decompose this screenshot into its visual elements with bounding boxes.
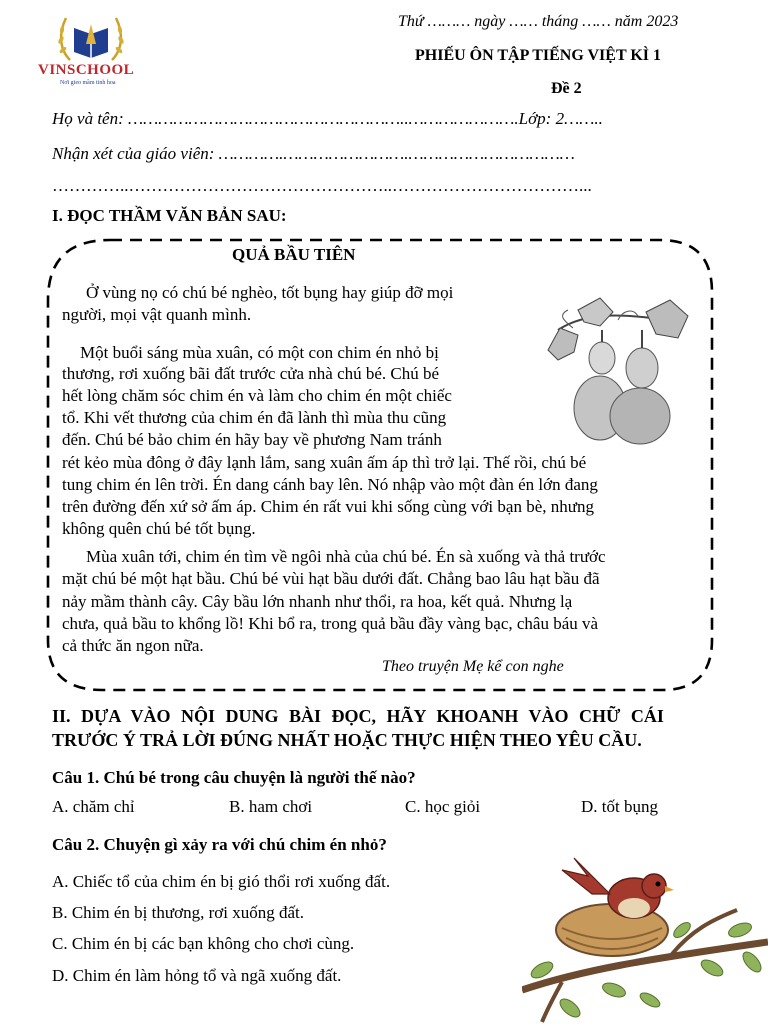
teacher-comment-line: Nhận xét của giáo viên: ………….…………………….…………………………… (52, 144, 575, 163)
story-line: trên đường đến xứ sở ấm áp. Chim én rất vui khi sống cùng với bạn bè, nhưng (62, 497, 594, 516)
student-name-line: Họ và tên: ………………………………………………..………………….Lớp: 2…….. (52, 109, 603, 128)
story-line: người, mọi vật quanh mình. (62, 305, 252, 324)
date-line: Thứ ……… ngày …… tháng …… năm 2023 (398, 13, 679, 30)
q1-option-a[interactable]: A. chăm chỉ (52, 797, 135, 816)
story-line: nảy mầm thành cây. Cây bầu lớn nhanh như thổi, ra hoa, kết quả. Nhưng lạ (62, 592, 573, 611)
story-line: tung chim én lên trời. Én dang cánh bay lên. Nó nhập vào một đàn én lớn đang (62, 475, 598, 494)
page-title: PHIẾU ÔN TẬP TIẾNG VIỆT KÌ 1 (415, 47, 661, 64)
story-line: đến. Chú bé bảo chim én hãy bay về phương Nam tránh (62, 430, 442, 449)
story-line: hết lòng chăm sóc chim én và làm cho chim én một chiếc (62, 386, 452, 405)
story-line: Mùa xuân tới, chim én tìm về ngôi nhà của chú bé. Én sà xuống và thả trước (86, 547, 606, 566)
story-line: không quên chú bé tốt bụng. (62, 519, 256, 538)
logo-emblem (30, 6, 152, 66)
q1-option-c[interactable]: C. học giỏi (405, 797, 481, 816)
q2-option-b[interactable]: B. Chim én bị thương, rơi xuống đất. (52, 903, 304, 922)
story-line: Ở vùng nọ có chú bé nghèo, tốt bụng hay giúp đỡ mọi (86, 283, 454, 302)
bird-nest-illustration (522, 850, 768, 1024)
section2-heading-cont: TRƯỚC Ý TRẢ LỜI ĐÚNG NHẤT HOẶC THỰC HIỆN THEO YÊU CẦU. (52, 730, 642, 750)
gourd-illustration (538, 290, 708, 450)
story-line: cả thức ăn ngon nữa. (62, 636, 204, 655)
q2-option-c[interactable]: C. Chim én bị các bạn không cho chơi cùng. (52, 934, 355, 953)
q2-option-d[interactable]: D. Chim én làm hỏng tổ và ngã xuống đất. (52, 966, 342, 985)
story-line: Một buổi sáng mùa xuân, có một con chim én nhỏ bị (80, 343, 439, 362)
comment-dots-line: …………..………………………………………..……………………………... (52, 176, 592, 195)
story-title: QUẢ BẦU TIÊN (232, 245, 356, 264)
logo-slogan: Nơi gieo mầm tinh hoa (60, 80, 116, 86)
story-line: chưa, quả bầu to khổng lồ! Khi bổ ra, trong quả bầu đầy vàng bạc, châu báu và (62, 614, 599, 633)
story-line: thương, rơi xuống bãi đất trước cửa nhà chú bé. Chú bé (62, 364, 440, 383)
q1-option-d[interactable]: D. tốt bụng (581, 797, 658, 816)
question-1: Câu 1. Chú bé trong câu chuyện là người thế nào? (52, 768, 416, 787)
q1-option-b[interactable]: B. ham chơi (229, 797, 313, 816)
logo-brand: VINSCHOOL (38, 62, 135, 78)
page-subtitle: Đề 2 (551, 80, 582, 97)
section2-heading: II. DỰA VÀO NỘI DUNG BÀI ĐỌC, HÃY KHOANH VÀO CHỮ CÁI (52, 706, 664, 726)
q2-option-a[interactable]: A. Chiếc tổ của chim én bị gió thổi rơi xuống đất. (52, 872, 391, 891)
story-line: rét kẻo mùa đông ở đây lạnh lắm, sang xuân ấm áp thì trở lại. Thế rồi, chú bé (62, 453, 587, 472)
school-logo (30, 6, 152, 88)
story-line: tổ. Khi vết thương của chim én đã lành thì mùa thu cũng (62, 408, 447, 427)
story-line: mặt chú bé một hạt bầu. Chú bé vùi hạt bầu dưới đất. Chẳng bao lâu hạt bầu đã (62, 569, 600, 588)
story-source: Theo truyện Mẹ kể con nghe (382, 658, 564, 675)
question-2: Câu 2. Chuyện gì xảy ra với chú chim én nhỏ? (52, 835, 387, 854)
section1-heading: I. ĐỌC THẦM VĂN BẢN SAU: (52, 206, 287, 225)
